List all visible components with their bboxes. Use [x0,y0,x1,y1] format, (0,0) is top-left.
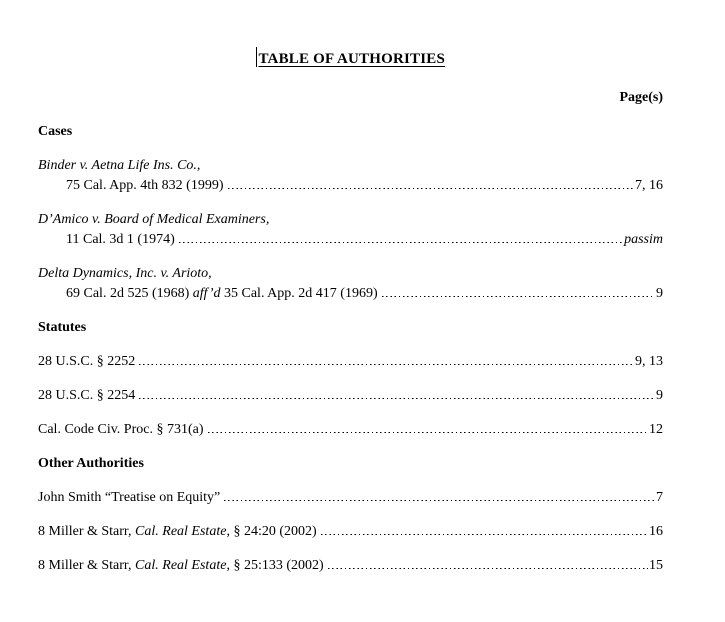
page-reference: 9 [656,286,663,301]
page-reference: 15 [649,558,663,573]
title-row [38,47,663,72]
page-reference: 7 [656,490,663,505]
page-reference: 16 [649,524,663,539]
page-reference: 9, 13 [635,354,663,369]
statute-citation: 28 U.S.C. § 2254 [38,388,136,403]
dot-leader [228,188,635,189]
case-citation: 75 Cal. App. 4th 832 (1999) [66,178,224,193]
case-citation: 11 Cal. 3d 1 (1974) [66,232,175,247]
page-column-header: Page(s) [619,90,663,105]
statute-citation: Cal. Code Civ. Proc. § 731(a) [38,422,204,437]
toa-entry-damico [38,210,663,250]
case-name: D’Amico v. Board of Medical Examiners, [38,212,270,227]
case-name: Binder v. Aetna Life Ins. Co., [38,158,201,173]
page-reference: 9 [656,388,663,403]
section-heading-other-authorities: Other Authorities [38,456,144,471]
dot-leader [328,568,648,569]
dot-leader [224,500,655,501]
page-reference: 12 [649,422,663,437]
toa-entry-delta [38,264,663,304]
dot-leader [179,242,623,243]
authority-citation: 8 Miller & Starr, Cal. Real Estate, § 25:133 (2002) [38,558,324,573]
dot-leader [139,364,634,365]
authority-citation: John Smith “Treatise on Equity” [38,490,221,505]
dot-leader [208,432,648,433]
dot-leader [382,296,655,297]
section-heading-statutes: Statutes [38,320,87,335]
dot-leader [139,398,655,399]
toa-entry-binder [38,156,663,196]
page-reference: passim [624,232,663,247]
toa-entry-miller-2420 [38,522,663,542]
page-reference: 7, 16 [635,178,663,193]
section-heading-cases: Cases [38,124,73,139]
case-name: Delta Dynamics, Inc. v. Arioto, [38,266,212,281]
dot-leader [321,534,648,535]
authority-citation: 8 Miller & Starr, Cal. Real Estate, § 24:20 (2002) [38,524,317,539]
page-title: TABLE OF AUTHORITIES [258,51,446,67]
toa-entry-2254 [38,386,663,406]
toa-entry-john-smith [38,488,663,508]
toa-entry-2252 [38,352,663,372]
case-citation: 69 Cal. 2d 525 (1968) aff’d 35 Cal. App. 2d 417 (1969) [66,286,378,301]
toa-entry-731a [38,420,663,440]
statute-citation: 28 U.S.C. § 2252 [38,354,136,369]
toa-entry-miller-25133 [38,556,663,576]
